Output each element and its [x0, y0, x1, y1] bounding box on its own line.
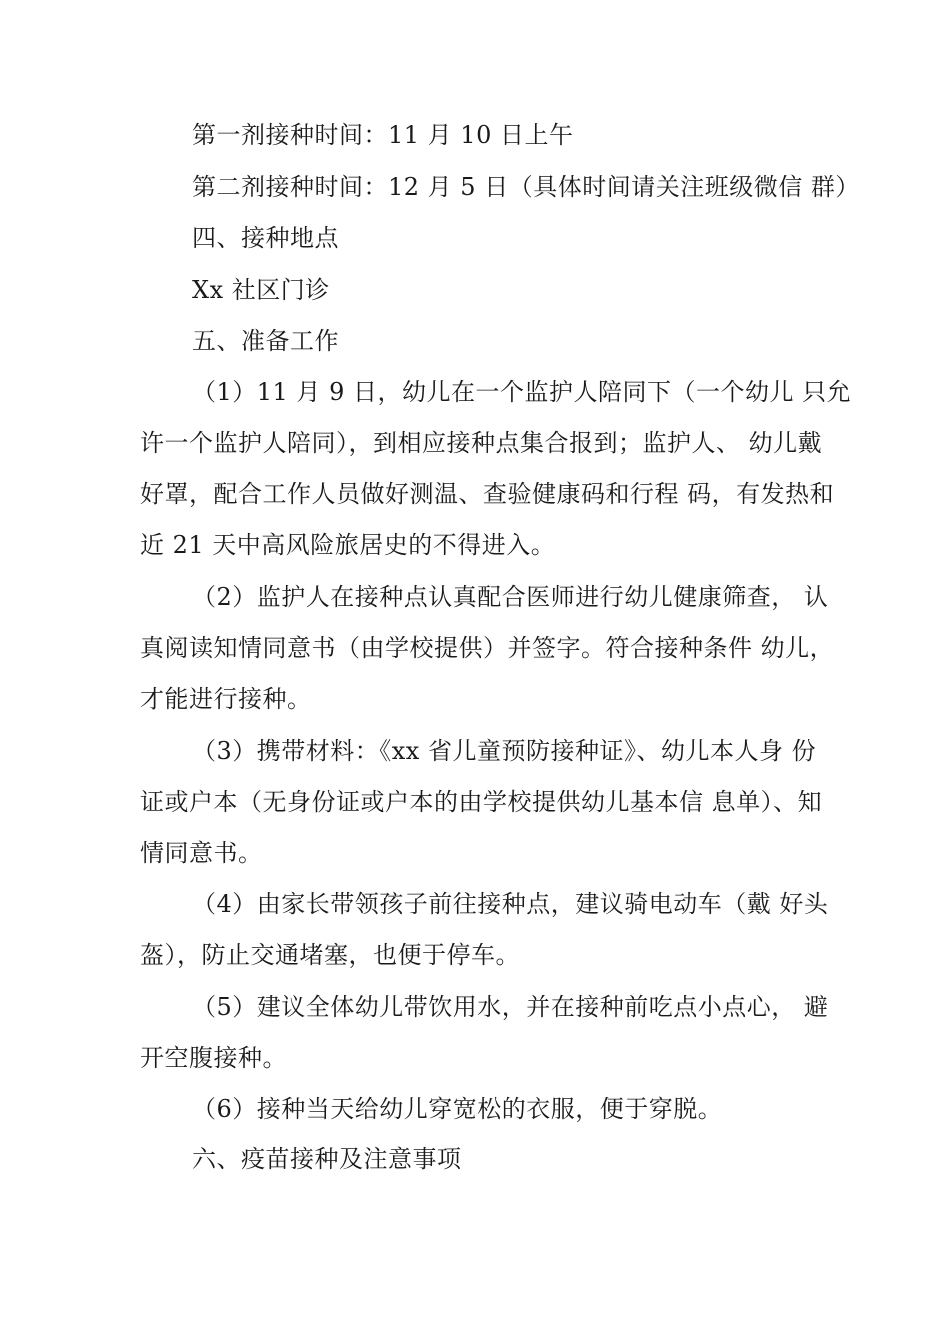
- section-heading-preparation: 五、准备工作: [192, 327, 339, 355]
- paragraph-1-line-2: 许一个监护人陪同），到相应接种点集合报到；监护人、 幼儿戴: [140, 429, 823, 457]
- paragraph-5-line-2: 开空腹接种。: [140, 1044, 287, 1072]
- paragraph-2-line-3: 才能进行接种。: [140, 685, 312, 713]
- first-dose-time: 第一剂接种时间：11 月 10 日上午: [192, 121, 574, 149]
- paragraph-4-line-2: 盔），防止交通堵塞，也便于停车。: [140, 941, 520, 969]
- section-heading-vaccination: 六、疫苗接种及注意事项: [192, 1145, 462, 1173]
- paragraph-6-line-1: （6）接种当天给幼儿穿宽松的衣服，便于穿脱。: [192, 1095, 723, 1123]
- paragraph-2-line-2: 真阅读知情同意书（由学校提供）并签字。符合接种条件 幼儿，: [140, 634, 835, 662]
- paragraph-1-line-3: 好罩，配合工作人员做好测温、查验健康码和行程 码，有发热和: [140, 480, 835, 508]
- paragraph-5-line-1: （5）建议全体幼儿带饮用水，并在接种前吃点小点心， 避: [192, 993, 829, 1021]
- paragraph-4-line-1: （4）由家长带领孩子前往接种点，建议骑电动车（戴 好头: [192, 890, 829, 918]
- paragraph-1-line-1: （1）11 月 9 日，幼儿在一个监护人陪同下（一个幼儿 只允: [192, 378, 852, 406]
- paragraph-3-line-2: 证或户本（无身份证或户本的由学校提供幼儿基本信 息单）、知: [140, 788, 823, 816]
- location-text: Xx 社区门诊: [192, 276, 330, 304]
- second-dose-time: 第二剂接种时间：12 月 5 日（具体时间请关注班级微信 群）: [192, 173, 860, 201]
- paragraph-3-line-3: 情同意书。: [140, 839, 263, 867]
- section-heading-location: 四、接种地点: [192, 224, 339, 252]
- paragraph-2-line-1: （2）监护人在接种点认真配合医师进行幼儿健康筛查， 认: [192, 583, 829, 611]
- paragraph-1-line-4: 近 21 天中高风险旅居史的不得进入。: [140, 531, 556, 559]
- paragraph-3-line-1: （3）携带材料：《xx 省儿童预防接种证》、幼儿本人身 份: [192, 737, 817, 765]
